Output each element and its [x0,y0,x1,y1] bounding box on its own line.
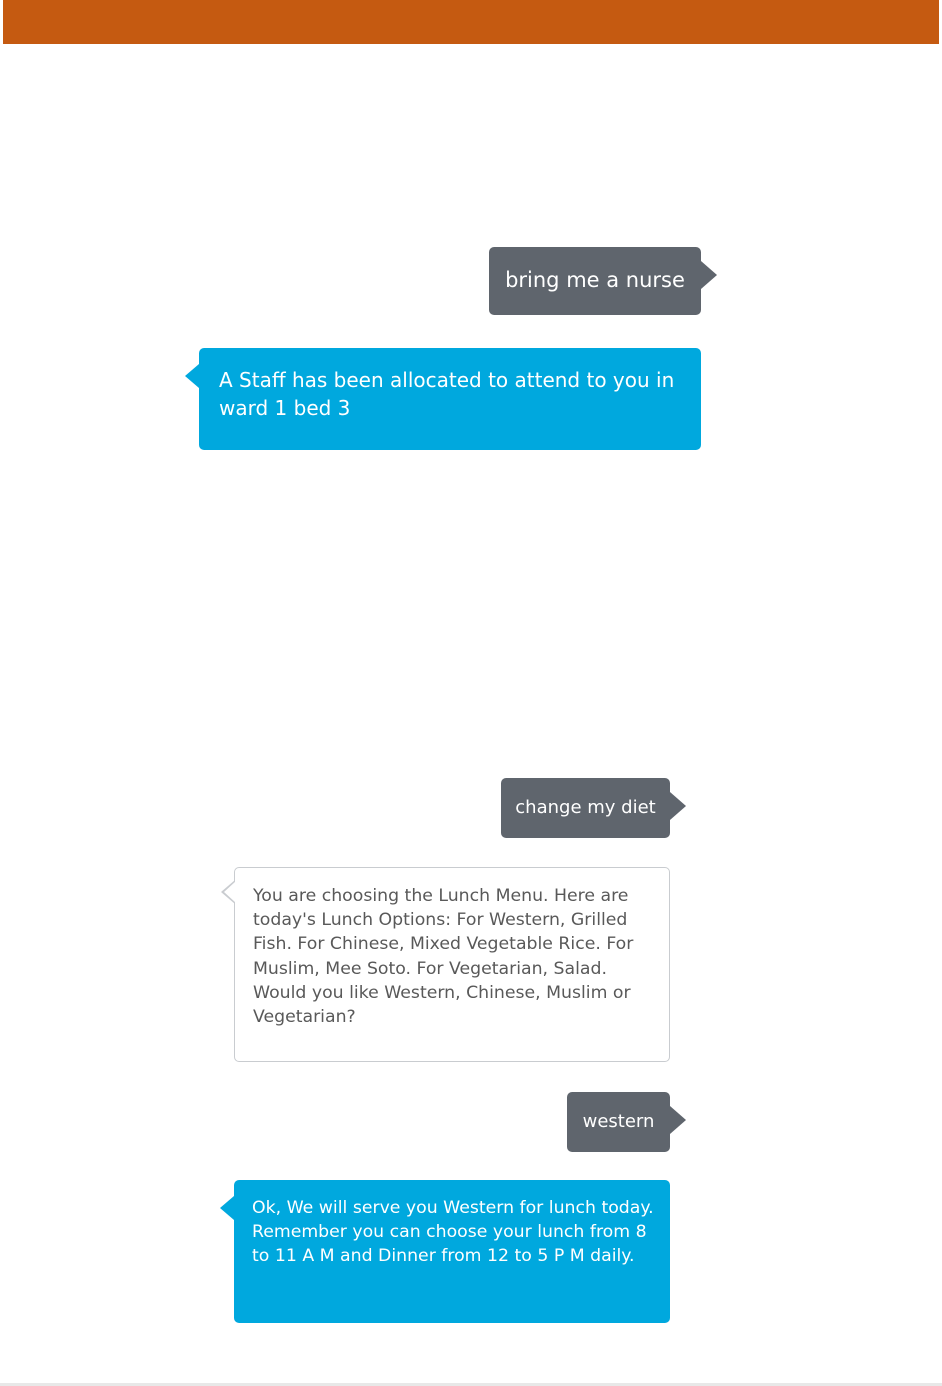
user-message-bubble: bring me a nurse [489,247,701,315]
assistant-message-bubble-outline: You are choosing the Lunch Menu. Here are today's Lunch Options: For Western, Grilled Fish. For Chinese, Mixed Vegetable Rice. For Muslim, Mee Soto. For Vegetarian, Salad. Would you like Western, Chinese, Muslim or Vegetarian? [234,867,670,1062]
assistant-message-bubble: Ok, We will serve you Western for lunch today. Remember you can choose your lunch from 8 to 11 A M and Dinner from 12 to 5 P M daily. [234,1180,670,1323]
assistant-message-bubble: A Staff has been allocated to attend to you in ward 1 bed 3 [199,348,701,450]
user-message-bubble: change my diet [501,778,670,838]
user-message-bubble: western [567,1092,670,1152]
header-bar [3,0,939,44]
